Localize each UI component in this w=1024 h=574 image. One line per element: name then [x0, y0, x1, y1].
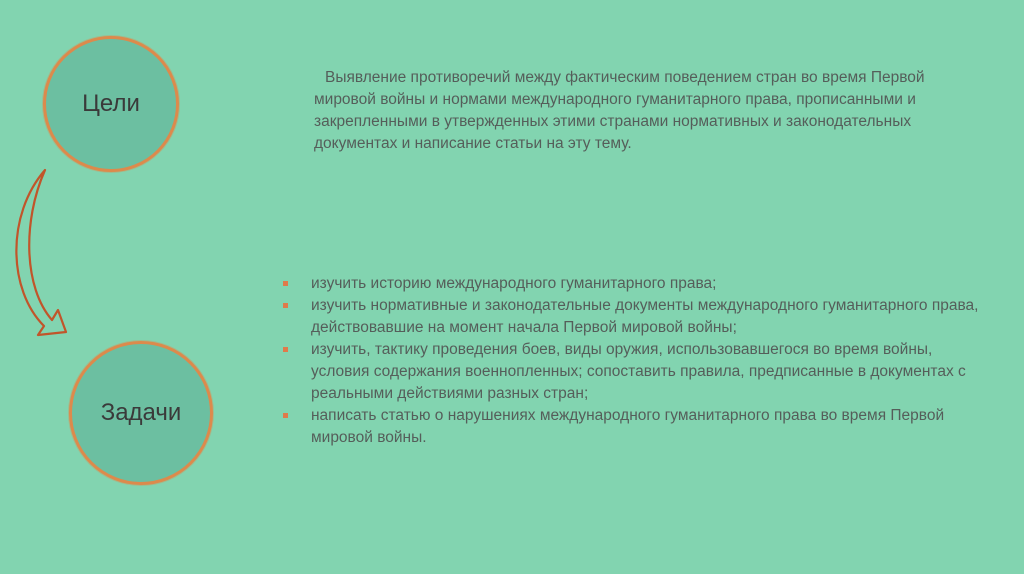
task-text: написать статью о нарушениях международного гуманитарного права во время Первой мировой войны.	[311, 407, 945, 446]
task-text: изучить нормативные и законодательные документы международного гуманитарного права, действовавшие на момент начала Первой мировой войны;	[311, 297, 979, 336]
tasks-list	[283, 273, 983, 449]
goal-text: Выявление противоречий между фактическим поведением стран во время Первой мировой войны и нормами международного гуманитарного права, прописанными и закрепленными в утвержденных этими странами нормативных и законодательных документах и написание статьи на эту тему.	[314, 69, 925, 152]
task-text: изучить историю международного гуманитарного права;	[311, 275, 717, 292]
task-item	[283, 273, 983, 295]
tasks-title: Задачи	[100, 399, 182, 426]
goals-title: Цели	[82, 90, 140, 117]
square-bullet-icon	[283, 347, 288, 352]
task-item	[283, 339, 983, 405]
task-text: изучить, тактику проведения боев, виды оружия, использовавшегося во время войны, условия содержания военнопленных; сопоставить правила, предписанные в документах с реальными действиями разных стран;	[311, 341, 966, 402]
goals-circle	[43, 36, 179, 172]
square-bullet-icon	[283, 413, 288, 418]
tasks-circle	[69, 341, 213, 485]
square-bullet-icon	[283, 303, 288, 308]
task-item	[283, 295, 983, 339]
square-bullet-icon	[283, 281, 288, 286]
task-item	[283, 405, 983, 449]
